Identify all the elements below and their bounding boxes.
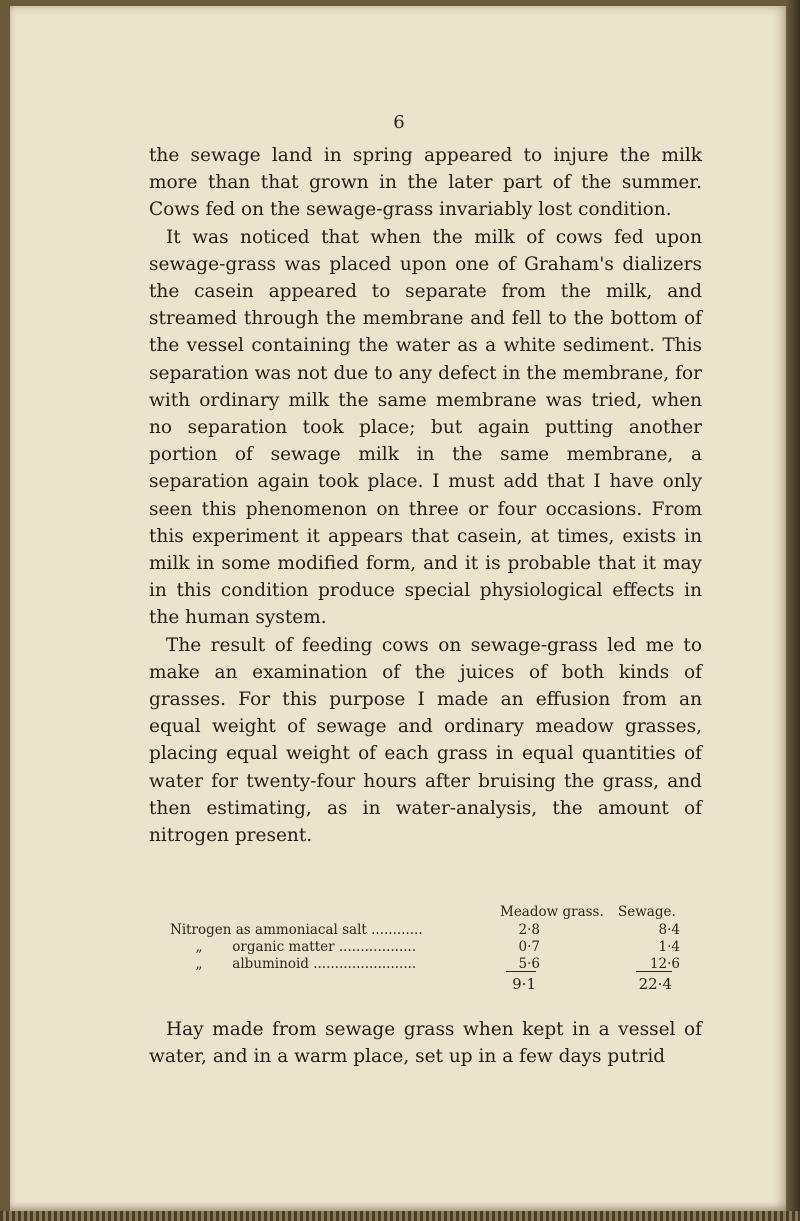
row-dots: .................. [338, 939, 417, 955]
paragraph-4: Hay made from sewage grass when kept in a vessel of water, and in a warm place, set up in a few days putrid [149, 1019, 702, 1068]
total-meadow: 9·1 [512, 975, 536, 993]
ditto-mark: „ [195, 956, 203, 972]
table-row [170, 939, 680, 956]
col-header-meadow: Meadow grass. [500, 904, 604, 920]
paragraph-2: It was noticed that when the milk of cows fed upon sewage-grass was placed upon one of Graham's dializers the casein appeared to separate from the milk, and streamed through the membrane and fell to the bottom of the vessel containing the water as a white sediment. This separation was not due to any defect in the membrane, for with ordinary milk the same membrane was tried, when no separation took place; but again putting another portion of sewage milk in the same membrane, a separation again took place. I must add that I have only seen this phenomenon on three or four occasions. From this experiment it appears that casein, at times, exists in milk in some modified form, and it is probable that it may in this condition produce special physiological effects in the human system. [149, 226, 702, 629]
cell-meadow: 2·8 [518, 922, 540, 938]
cell-sewage: 1·4 [658, 939, 680, 955]
sum-rule-sewage [636, 971, 672, 972]
row-dots: ............ [371, 922, 423, 938]
ditto-mark: „ [195, 939, 203, 955]
book-page [10, 6, 788, 1211]
table-row [170, 956, 680, 973]
cell-meadow: 5·6 [518, 956, 540, 972]
page-number: 6 [393, 112, 405, 133]
body-text [149, 142, 702, 849]
col-header-sewage: Sewage. [618, 904, 676, 920]
row-label: organic matter [232, 939, 335, 955]
body-text-bottom [149, 1016, 702, 1070]
totals-row [170, 975, 680, 993]
paragraph-3: The result of feeding cows on sewage-grass led me to make an examination of the juices of both kinds of grasses. For this purpose I made an effusion from an equal weight of sewage and ordinary meadow grasses, placing equal weight of each grass in equal quantities of water for twenty-four hours after bruising the grass, and then estimating, as in water-analysis, the amount of nitrogen present. [149, 634, 702, 847]
paragraph-1: the sewage land in spring appeared to injure the milk more than that grown in the later part of the summer. Cows fed on the sewage-grass invariably lost condition. [149, 145, 702, 221]
sum-rule-meadow [506, 971, 536, 972]
total-sewage: 22·4 [638, 975, 672, 993]
row-dots: ........................ [313, 956, 417, 972]
book-binding-edge [786, 0, 800, 1221]
cell-sewage: 8·4 [658, 922, 680, 938]
page-bottom-edge [0, 1211, 800, 1221]
row-label: ammoniacal salt [255, 922, 367, 938]
row-prefix: Nitrogen as [170, 922, 251, 938]
nitrogen-table [170, 904, 680, 993]
row-label: albuminoid [232, 956, 309, 972]
table-row [170, 922, 680, 939]
cell-sewage: 12·6 [649, 956, 680, 972]
table-header [170, 904, 680, 922]
cell-meadow: 0·7 [518, 939, 540, 955]
